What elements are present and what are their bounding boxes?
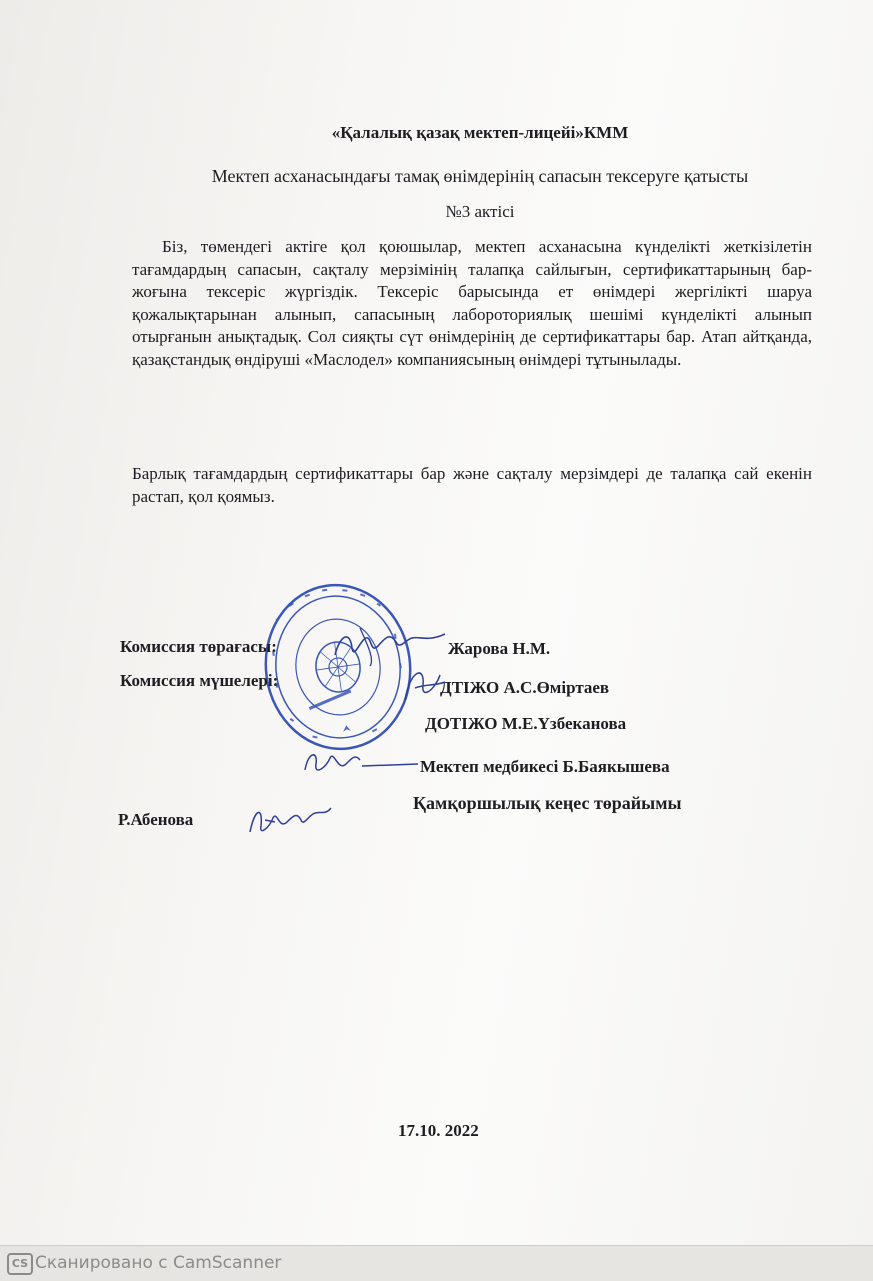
act-subtitle: Мектеп асханасындағы тамақ өнімдерінің сапасын тексеруге қатысты (211, 166, 749, 186)
member-3-signature (300, 742, 420, 782)
trustee-signature (245, 800, 335, 840)
commission-chair-name: Жарова Н.М. (448, 639, 551, 658)
trustee-council-title: Қамқоршылық кеңес төрайымы (413, 793, 682, 813)
trustee-council-name: Р.Абенова (118, 810, 194, 829)
scanner-watermark-bar (0, 1245, 873, 1281)
commission-chair-label: Комиссия төрағасы: (120, 637, 277, 656)
act-paragraph-1: Біз, төмендегі актіге қол қоюшылар, мектеп асханасына күнделікті жеткізілетін тағамдардың сапасын, сақталу мерзімінің талапқа сайлығын, сертификаттарының бар-жоғына тексеріс жүргіздік. Тексеріс барысында ет өнімдері жергілікті шаруа қожалықтарынан алынып, сапасының лабороториялық шешімі күнделікті алынып отырғанын анықтадық. Сол сияқты сүт өнімдерінің де сертификаттары бар. Атап айтқанда, қазақстандық өндіруші «Маслодел» компаниясының өнімдері тұтынылады. (132, 237, 812, 369)
commission-members-label: Комиссия мүшелері: (120, 671, 279, 690)
act-paragraph-2: Барлық тағамдардың сертификаттары бар және сақталу мерзімдері де талапқа сай екенін растап, қол қоямыз. (132, 464, 812, 506)
member-1-signature (395, 660, 455, 710)
act-number: №3 актісі (445, 202, 515, 221)
commission-member-1: ДТІЖО А.С.Өміртаев (440, 678, 610, 697)
commission-member-3: Мектеп медбикесі Б.Баякышева (420, 757, 670, 776)
scanner-watermark-text: Сканировано с CamScanner (35, 1253, 282, 1273)
org-title: «Қалалық қазақ мектеп-лицейі»КММ (331, 123, 629, 142)
document-date: 17.10. 2022 (398, 1121, 479, 1140)
commission-member-2: ДОТІЖО М.Е.Үзбеканова (425, 714, 627, 733)
camscanner-logo-icon: CS (7, 1253, 33, 1275)
